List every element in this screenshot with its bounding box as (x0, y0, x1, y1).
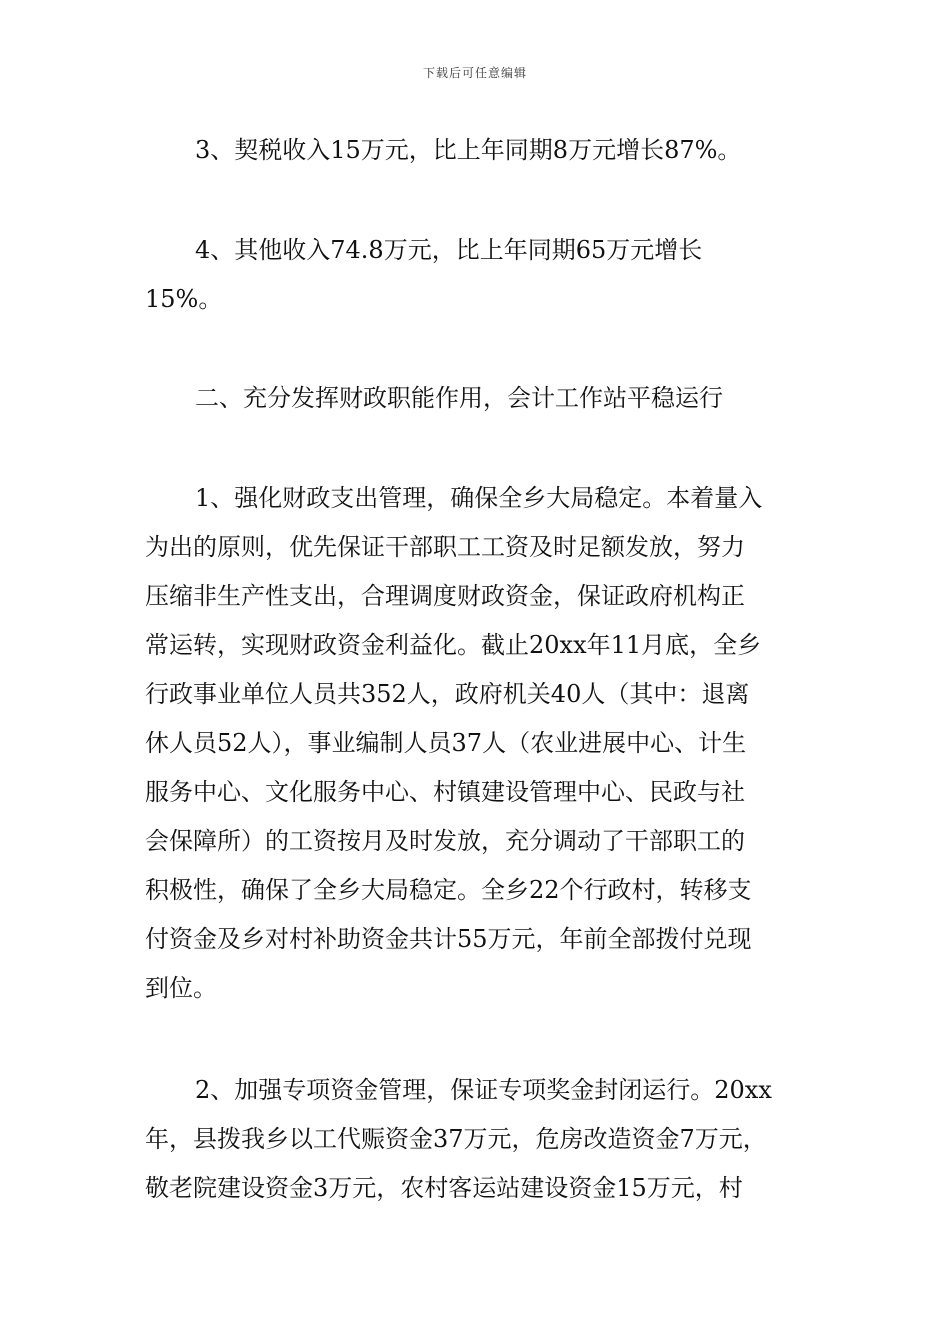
paragraph-special-funds-line-3: 敬老院建设资金3万元，农村客运站建设资金15万元，村 (145, 1174, 743, 1202)
paragraph-other-income-line-2: 15%。 (145, 285, 223, 313)
paragraph-expenditure-line-10: 付资金及乡对村补助资金共计55万元，年前全部拨付兑现 (145, 925, 752, 953)
paragraph-expenditure-line-6: 休人员52人），事业编制人员37人（农业进展中心、计生 (145, 729, 747, 757)
paragraph-expenditure-line-1: 1、强化财政支出管理，确保全乡大局稳定。本着量入 (195, 484, 763, 512)
paragraph-expenditure-line-11: 到位。 (145, 974, 217, 1002)
paragraph-special-funds-line-2: 年，县拨我乡以工代赈资金37万元，危房改造资金7万元， (145, 1125, 767, 1153)
paragraph-expenditure-line-7: 服务中心、文化服务中心、村镇建设管理中心、民政与社 (145, 778, 745, 806)
paragraph-special-funds-line-1: 2、加强专项资金管理，保证专项奖金封闭运行。20xx (195, 1076, 772, 1104)
paragraph-expenditure-line-9: 积极性，确保了全乡大局稳定。全乡22个行政村，转移支 (145, 876, 752, 904)
paragraph-deed-tax-line-1: 3、契税收入15万元，比上年同期8万元增长87%。 (195, 136, 742, 164)
paragraph-expenditure-line-3: 压缩非生产性支出，合理调度财政资金，保证政府机构正 (145, 582, 745, 610)
page-header-note: 下载后可任意编辑 (422, 66, 527, 80)
section-heading-two: 二、充分发挥财政职能作用，会计工作站平稳运行 (195, 384, 723, 412)
paragraph-expenditure-line-2: 为出的原则，优先保证干部职工工资及时足额发放，努力 (145, 533, 745, 561)
paragraph-expenditure-line-5: 行政事业单位人员共352人，政府机关40人（其中：退离 (145, 680, 750, 708)
paragraph-other-income-line-1 (195, 226, 807, 274)
paragraph-expenditure-line-4: 常运转，实现财政资金利益化。截止20xx年11月底，全乡 (145, 631, 762, 659)
paragraph-other-income-text: 4、其他收入74.8万元，比上年同期65万元增长 (195, 236, 703, 264)
paragraph-expenditure-line-8: 会保障所）的工资按月及时发放，充分调动了干部职工的 (145, 827, 745, 855)
